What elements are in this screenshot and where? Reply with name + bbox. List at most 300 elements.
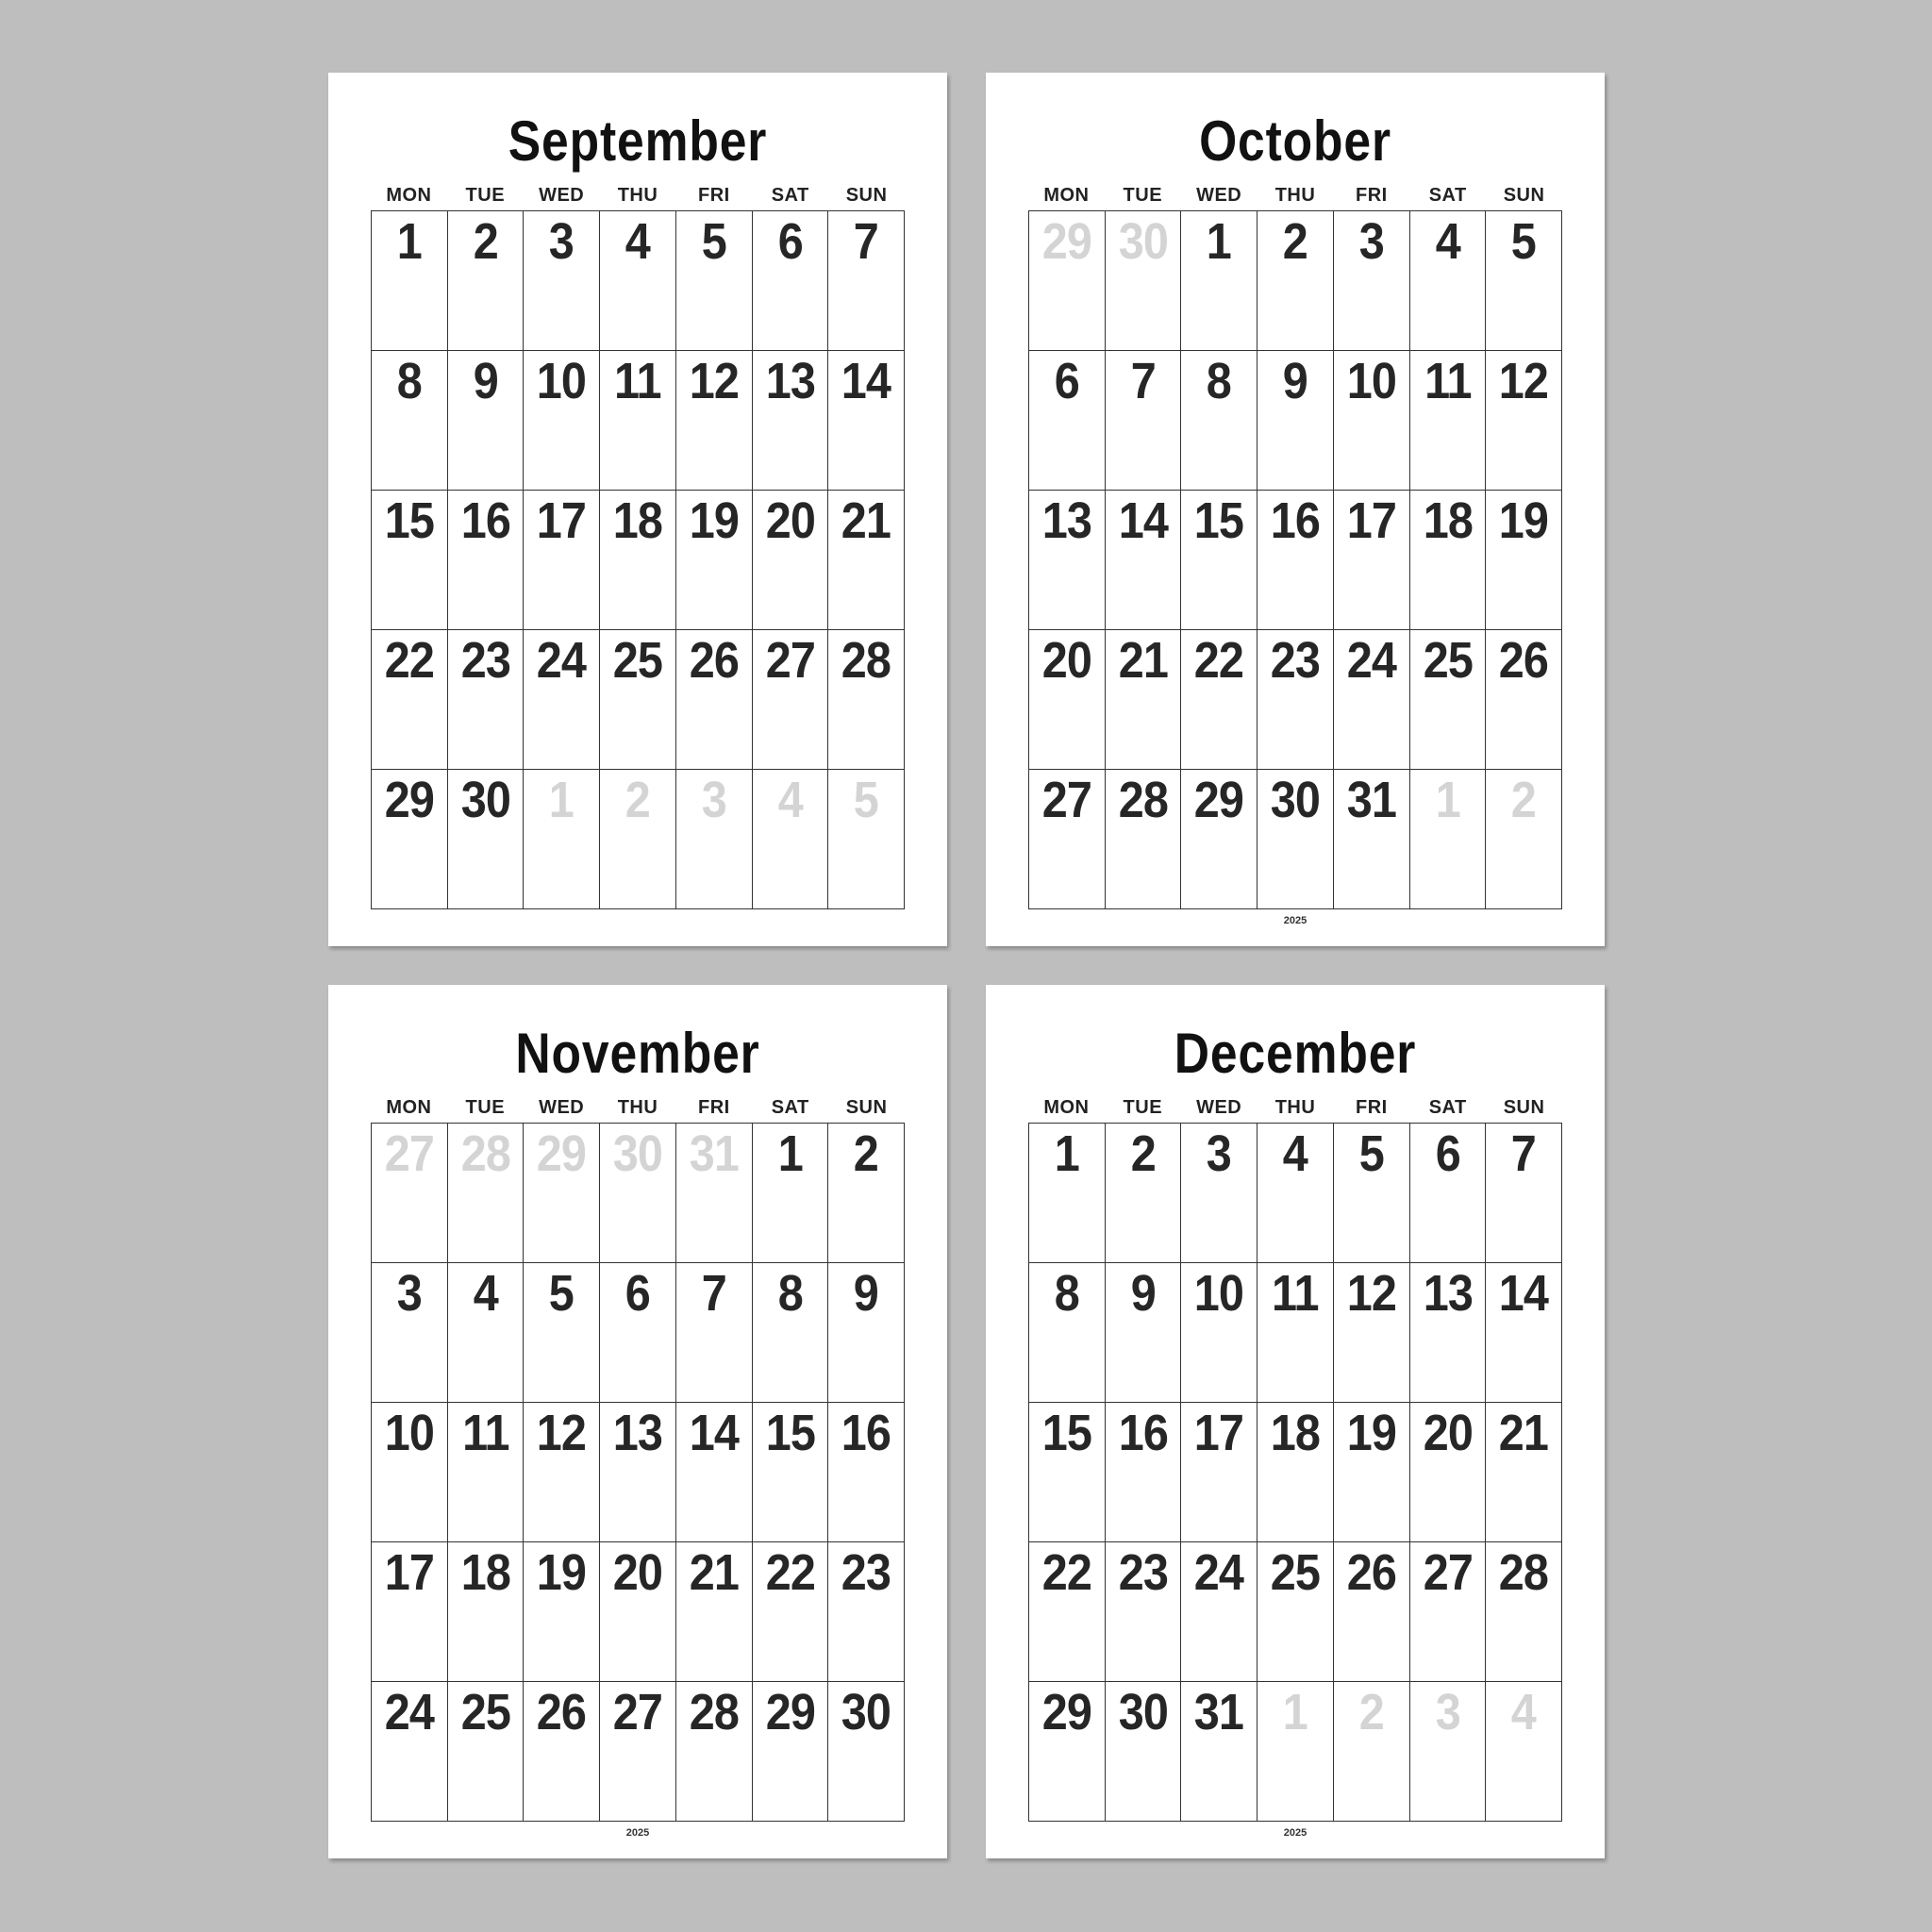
day-cell-adjacent-month <box>676 1124 753 1263</box>
day-cell <box>1334 1542 1410 1682</box>
day-number: 8 <box>777 1265 803 1322</box>
day-number: 24 <box>537 632 587 689</box>
day-number: 12 <box>1498 353 1549 409</box>
day-cell <box>1410 491 1487 630</box>
day-cell <box>1029 351 1106 491</box>
day-cell <box>1410 1263 1487 1403</box>
day-number: 14 <box>1498 1265 1549 1322</box>
day-cell <box>753 351 829 491</box>
day-number: 20 <box>765 492 815 549</box>
day-number: 22 <box>384 632 434 689</box>
day-cell <box>1181 1403 1257 1542</box>
day-number: 6 <box>777 213 803 270</box>
weekday-label: SUN <box>1503 185 1545 206</box>
day-number: 16 <box>1118 1405 1168 1461</box>
day-number: 4 <box>1435 213 1460 270</box>
day-number: 22 <box>1194 632 1244 689</box>
day-number: 27 <box>765 632 815 689</box>
weekday-label: THU <box>1274 185 1316 206</box>
day-number: 30 <box>1118 213 1168 270</box>
day-number: 4 <box>1282 1125 1308 1182</box>
day-cell <box>1257 1263 1334 1403</box>
day-number: 5 <box>854 772 879 828</box>
weekday-label: FRI <box>1356 185 1388 206</box>
day-cell <box>448 1542 525 1682</box>
day-cell-adjacent-month <box>524 770 600 909</box>
day-cell <box>1181 1124 1257 1263</box>
day-cell <box>372 211 448 351</box>
day-number: 1 <box>1282 1684 1308 1740</box>
day-number: 24 <box>1194 1544 1244 1601</box>
day-number: 14 <box>689 1405 739 1461</box>
day-cell <box>600 1542 676 1682</box>
day-number: 29 <box>765 1684 815 1740</box>
day-cell <box>372 630 448 770</box>
day-number: 4 <box>473 1265 498 1322</box>
day-cell <box>448 630 525 770</box>
day-number: 10 <box>1194 1265 1244 1322</box>
day-number: 25 <box>460 1684 510 1740</box>
day-number: 28 <box>689 1684 739 1740</box>
day-number: 9 <box>854 1265 879 1322</box>
day-number: 21 <box>841 492 891 549</box>
day-number: 1 <box>1054 1125 1079 1182</box>
day-number: 14 <box>841 353 891 409</box>
day-cell <box>1181 1263 1257 1403</box>
day-cell <box>600 1403 676 1542</box>
day-number: 21 <box>1498 1405 1549 1461</box>
day-number: 10 <box>1346 353 1396 409</box>
day-cell <box>372 1403 448 1542</box>
day-number: 15 <box>765 1405 815 1461</box>
day-cell-adjacent-month <box>524 1124 600 1263</box>
day-number: 27 <box>612 1684 663 1740</box>
day-number: 18 <box>1270 1405 1321 1461</box>
weekday-label: SAT <box>771 185 809 206</box>
month-title: November <box>515 1022 760 1085</box>
day-number: 6 <box>1435 1125 1460 1182</box>
day-cell <box>1486 1124 1562 1263</box>
day-cell-adjacent-month <box>1410 1682 1487 1822</box>
day-cell <box>753 1682 829 1822</box>
day-number: 25 <box>612 632 663 689</box>
day-cell <box>1486 1403 1562 1542</box>
day-cell <box>1106 770 1182 909</box>
day-cell <box>1106 1124 1182 1263</box>
day-cell-adjacent-month <box>1486 1682 1562 1822</box>
day-cell-adjacent-month <box>1106 211 1182 351</box>
day-number: 19 <box>1346 1405 1396 1461</box>
day-number: 19 <box>689 492 739 549</box>
day-cell <box>1029 1542 1106 1682</box>
day-number: 29 <box>384 772 434 828</box>
day-cell <box>448 770 525 909</box>
day-cell <box>1486 351 1562 491</box>
day-number: 19 <box>1498 492 1549 549</box>
weekday-label: TUE <box>1123 185 1163 206</box>
month-title: September <box>508 109 768 173</box>
day-cell <box>1486 491 1562 630</box>
day-cell <box>1410 351 1487 491</box>
day-number: 16 <box>1270 492 1321 549</box>
day-cell <box>753 1124 829 1263</box>
day-number: 10 <box>384 1405 434 1461</box>
day-number: 2 <box>1282 213 1308 270</box>
day-cell <box>1106 1682 1182 1822</box>
day-cell <box>1410 211 1487 351</box>
day-cell <box>372 1263 448 1403</box>
day-number: 2 <box>1358 1684 1384 1740</box>
day-cell <box>1029 1403 1106 1542</box>
day-cell <box>1410 630 1487 770</box>
day-number: 30 <box>1270 772 1321 828</box>
day-number: 23 <box>1270 632 1321 689</box>
day-number: 27 <box>384 1125 434 1182</box>
day-cell <box>1334 351 1410 491</box>
day-cell <box>676 1682 753 1822</box>
day-cell <box>1181 491 1257 630</box>
day-number: 30 <box>612 1125 663 1182</box>
day-cell <box>1029 1124 1106 1263</box>
day-number: 5 <box>1358 1125 1384 1182</box>
day-cell-adjacent-month <box>1257 1682 1334 1822</box>
day-cell <box>448 1682 525 1822</box>
weekday-label: MON <box>386 185 432 206</box>
weekday-label: THU <box>1274 1097 1316 1118</box>
day-cell <box>676 1263 753 1403</box>
day-cell-adjacent-month <box>1334 1682 1410 1822</box>
day-number: 17 <box>384 1544 434 1601</box>
day-number: 2 <box>473 213 498 270</box>
day-cell <box>1334 1403 1410 1542</box>
day-cell <box>1486 1542 1562 1682</box>
weekday-header <box>1028 1096 1562 1119</box>
day-number: 15 <box>384 492 434 549</box>
weekday-label: TUE <box>465 185 506 206</box>
weekday-label: THU <box>617 1097 658 1118</box>
day-cell-adjacent-month <box>448 1124 525 1263</box>
weekday-label: THU <box>617 185 658 206</box>
day-cell <box>676 211 753 351</box>
day-number: 28 <box>1498 1544 1549 1601</box>
day-number: 15 <box>1194 492 1244 549</box>
day-cell <box>828 351 905 491</box>
day-cell <box>372 491 448 630</box>
day-number: 27 <box>1423 1544 1473 1601</box>
day-cell <box>1486 630 1562 770</box>
day-number: 4 <box>625 213 651 270</box>
day-cell <box>1106 351 1182 491</box>
day-number: 5 <box>1511 213 1537 270</box>
day-cell <box>1334 1124 1410 1263</box>
day-cell <box>1486 1263 1562 1403</box>
day-number: 29 <box>1041 213 1091 270</box>
day-cell <box>1410 1124 1487 1263</box>
day-cell-adjacent-month <box>1486 770 1562 909</box>
day-number: 6 <box>1054 353 1079 409</box>
day-number: 3 <box>549 213 575 270</box>
day-cell <box>600 630 676 770</box>
day-cell <box>372 1682 448 1822</box>
day-number: 30 <box>841 1684 891 1740</box>
day-cell <box>1257 491 1334 630</box>
day-number: 27 <box>1041 772 1091 828</box>
day-number: 1 <box>549 772 575 828</box>
year-label: 2025 <box>1283 915 1307 926</box>
day-number: 17 <box>537 492 587 549</box>
day-cell <box>1181 211 1257 351</box>
month-page-september <box>328 73 947 946</box>
weekday-label: MON <box>1043 1097 1090 1118</box>
day-cell <box>372 1542 448 1682</box>
day-cell <box>1334 491 1410 630</box>
weekday-header <box>1028 184 1562 207</box>
weekday-label: MON <box>1043 185 1090 206</box>
month-page-december <box>986 985 1605 1858</box>
day-number: 7 <box>1511 1125 1537 1182</box>
day-cell-adjacent-month <box>600 770 676 909</box>
day-cell <box>828 211 905 351</box>
day-number: 15 <box>1041 1405 1091 1461</box>
day-cell <box>524 351 600 491</box>
day-cell <box>1181 630 1257 770</box>
day-cell <box>1410 1403 1487 1542</box>
day-number: 2 <box>1511 772 1537 828</box>
day-number: 9 <box>1282 353 1308 409</box>
day-number: 14 <box>1118 492 1168 549</box>
day-number: 1 <box>1207 213 1232 270</box>
day-cell <box>600 491 676 630</box>
day-number: 8 <box>396 353 422 409</box>
weekday-label: TUE <box>465 1097 506 1118</box>
weekday-label: SAT <box>1428 1097 1467 1118</box>
day-cell <box>1106 630 1182 770</box>
day-cell <box>448 1403 525 1542</box>
day-cell <box>753 1263 829 1403</box>
day-number: 11 <box>614 353 661 409</box>
day-number: 7 <box>854 213 879 270</box>
day-cell <box>828 491 905 630</box>
day-cell-adjacent-month <box>828 770 905 909</box>
day-number: 2 <box>1130 1125 1156 1182</box>
day-number: 5 <box>701 213 726 270</box>
day-number: 21 <box>1118 632 1168 689</box>
day-cell <box>524 630 600 770</box>
calendar-grid <box>371 210 905 909</box>
day-number: 6 <box>625 1265 651 1322</box>
weekday-label: WED <box>1196 185 1242 206</box>
day-number: 7 <box>1130 353 1156 409</box>
day-number: 28 <box>460 1125 510 1182</box>
day-cell <box>372 351 448 491</box>
day-cell <box>676 351 753 491</box>
day-number: 1 <box>777 1125 803 1182</box>
day-number: 12 <box>537 1405 587 1461</box>
day-cell <box>1257 351 1334 491</box>
day-number: 19 <box>537 1544 587 1601</box>
day-cell <box>1029 1263 1106 1403</box>
day-cell <box>524 211 600 351</box>
day-cell <box>600 1263 676 1403</box>
day-number: 4 <box>777 772 803 828</box>
day-cell <box>448 211 525 351</box>
day-number: 25 <box>1423 632 1473 689</box>
calendar-grid <box>1028 1123 1562 1822</box>
day-cell <box>1106 1542 1182 1682</box>
day-number: 3 <box>1207 1125 1232 1182</box>
day-cell <box>828 1403 905 1542</box>
day-number: 23 <box>841 1544 891 1601</box>
day-number: 29 <box>537 1125 587 1182</box>
day-cell <box>1257 630 1334 770</box>
day-number: 3 <box>701 772 726 828</box>
day-number: 26 <box>537 1684 587 1740</box>
day-number: 13 <box>1041 492 1091 549</box>
day-number: 17 <box>1194 1405 1244 1461</box>
day-number: 7 <box>701 1265 726 1322</box>
day-cell <box>1257 1124 1334 1263</box>
day-cell <box>1106 1263 1182 1403</box>
day-number: 16 <box>460 492 510 549</box>
day-number: 13 <box>612 1405 663 1461</box>
day-number: 18 <box>612 492 663 549</box>
day-number: 3 <box>1358 213 1384 270</box>
day-cell <box>1106 491 1182 630</box>
day-number: 16 <box>841 1405 891 1461</box>
day-number: 12 <box>1346 1265 1396 1322</box>
weekday-label: WED <box>539 185 585 206</box>
month-title: October <box>1199 109 1391 173</box>
day-number: 20 <box>1041 632 1091 689</box>
day-cell-adjacent-month <box>1410 770 1487 909</box>
day-number: 31 <box>689 1125 739 1182</box>
day-number: 3 <box>1435 1684 1460 1740</box>
day-number: 29 <box>1194 772 1244 828</box>
weekday-label: SAT <box>771 1097 809 1118</box>
day-number: 5 <box>549 1265 575 1322</box>
day-number: 29 <box>1041 1684 1091 1740</box>
day-number: 23 <box>1118 1544 1168 1601</box>
day-number: 9 <box>473 353 498 409</box>
day-cell <box>676 1403 753 1542</box>
day-cell <box>524 1403 600 1542</box>
day-number: 11 <box>1424 353 1472 409</box>
day-number: 13 <box>765 353 815 409</box>
day-cell <box>1334 770 1410 909</box>
day-cell <box>1334 630 1410 770</box>
day-number: 26 <box>689 632 739 689</box>
day-cell <box>1181 351 1257 491</box>
day-cell <box>1106 1403 1182 1542</box>
day-cell <box>524 1682 600 1822</box>
day-cell <box>828 1124 905 1263</box>
day-cell <box>828 1542 905 1682</box>
day-number: 1 <box>396 213 422 270</box>
day-number: 11 <box>461 1405 509 1461</box>
day-cell <box>753 211 829 351</box>
weekday-header <box>371 1096 905 1119</box>
day-number: 1 <box>1435 772 1460 828</box>
day-cell-adjacent-month <box>372 1124 448 1263</box>
day-number: 3 <box>396 1265 422 1322</box>
month-page-october <box>986 73 1605 946</box>
day-number: 31 <box>1346 772 1396 828</box>
day-cell <box>1181 1542 1257 1682</box>
day-cell-adjacent-month <box>753 770 829 909</box>
weekday-label: SAT <box>1428 185 1467 206</box>
year-label: 2025 <box>625 1827 650 1839</box>
day-cell <box>1334 211 1410 351</box>
day-cell <box>1029 1682 1106 1822</box>
weekday-header <box>371 184 905 207</box>
day-cell <box>448 351 525 491</box>
day-cell-adjacent-month <box>676 770 753 909</box>
day-cell <box>753 1542 829 1682</box>
day-number: 25 <box>1270 1544 1321 1601</box>
day-number: 26 <box>1498 632 1549 689</box>
day-cell <box>1029 770 1106 909</box>
day-number: 18 <box>1423 492 1473 549</box>
day-cell <box>1181 1682 1257 1822</box>
day-cell <box>524 1542 600 1682</box>
day-cell <box>600 1682 676 1822</box>
day-cell <box>1257 211 1334 351</box>
day-cell <box>1181 770 1257 909</box>
day-number: 23 <box>460 632 510 689</box>
weekday-label: SUN <box>845 1097 888 1118</box>
day-cell <box>1029 630 1106 770</box>
day-number: 24 <box>1346 632 1396 689</box>
day-number: 18 <box>460 1544 510 1601</box>
day-number: 24 <box>384 1684 434 1740</box>
weekday-label: WED <box>539 1097 585 1118</box>
day-cell <box>676 491 753 630</box>
day-number: 13 <box>1423 1265 1473 1322</box>
day-number: 31 <box>1194 1684 1244 1740</box>
day-cell <box>1334 1263 1410 1403</box>
day-number: 22 <box>765 1544 815 1601</box>
day-cell <box>448 1263 525 1403</box>
day-cell <box>448 491 525 630</box>
day-cell <box>600 211 676 351</box>
day-number: 11 <box>1272 1265 1319 1322</box>
day-cell <box>1029 491 1106 630</box>
day-cell-adjacent-month <box>600 1124 676 1263</box>
day-cell <box>1410 1542 1487 1682</box>
month-title: December <box>1174 1022 1417 1085</box>
weekday-label: SUN <box>1503 1097 1545 1118</box>
day-number: 26 <box>1346 1544 1396 1601</box>
day-cell <box>828 1263 905 1403</box>
weekday-label: TUE <box>1123 1097 1163 1118</box>
day-number: 20 <box>612 1544 663 1601</box>
day-cell <box>1257 1403 1334 1542</box>
day-cell-adjacent-month <box>1029 211 1106 351</box>
day-number: 2 <box>625 772 651 828</box>
weekday-label: FRI <box>1356 1097 1388 1118</box>
day-number: 28 <box>841 632 891 689</box>
day-number: 9 <box>1130 1265 1156 1322</box>
weekday-label: MON <box>386 1097 432 1118</box>
day-number: 22 <box>1041 1544 1091 1601</box>
year-label: 2025 <box>1283 1827 1307 1839</box>
day-cell <box>753 491 829 630</box>
day-cell <box>524 1263 600 1403</box>
day-cell <box>524 491 600 630</box>
day-number: 21 <box>689 1544 739 1601</box>
day-cell <box>676 630 753 770</box>
day-number: 8 <box>1054 1265 1079 1322</box>
